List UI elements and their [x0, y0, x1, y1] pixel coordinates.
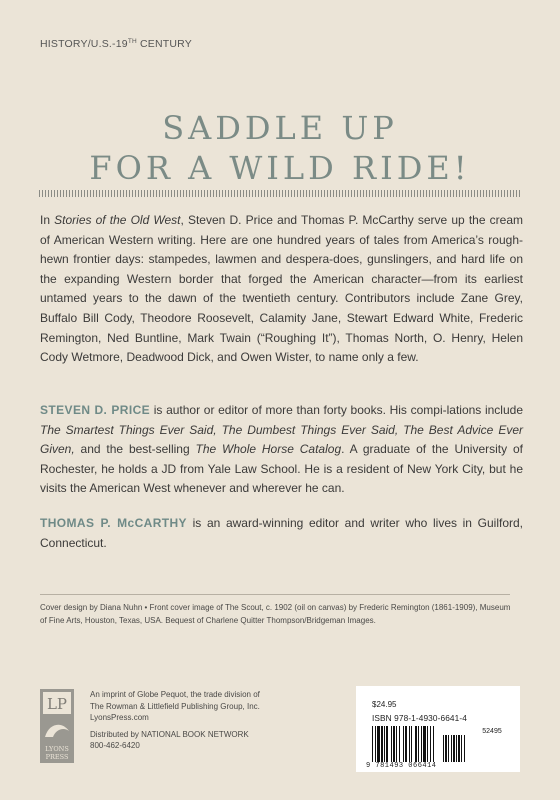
intro-paragraph: In Stories of the Old West, Steven D. Price and Thomas P. McCarthy serve up the cream of American Western writing. Here are one hundred years of tales from America’s rough-hewn frontier days: stampedes, lawmen and despera-does, gunslingers, and hard life on the expanding Western border that forged the American character—from its earliest untamed years to the dawn of the twentieth century. Contributors include Zane Grey, Buffalo Bill Cody, Theodore Roosevelt, Calamity Jane, Stewart Edward White, Frederic Remington, Ned Buntline, Mark Twain (“Roughing It”), Thomas North, O. Henry, Helen Cody Wetmore, Deadwood Dick, and Owen Wister, to name only a few.	[40, 213, 523, 365]
addon-code: 52495	[482, 728, 502, 735]
barcode-bars	[372, 726, 504, 762]
svg-text:PRESS: PRESS	[45, 753, 69, 761]
svg-text:LP: LP	[46, 695, 68, 713]
imprint-info: An imprint of Globe Pequot, the trade division of The Rowman & Littlefield Publishing Group, Inc. LyonsPress.com Distributed by NATIONAL BOOK NETWORK 800-462-6420	[90, 690, 260, 751]
cover-credits: Cover design by Diana Nuhn • Front cover image of The Scout, c. 1902 (oil on canvas) by Frederic Remington (1861-1909), Museum of Fine Arts, Houston, Texas, USA. Bequest of Charlene Quitter Thompson/Bridgeman Images.	[40, 603, 511, 625]
separator	[40, 594, 510, 595]
author-bio-mccarthy: THOMAS P. McCARTHY is an award-winning editor and writer who lives in Guilford, Connecticut.	[40, 516, 523, 550]
headline-line-1: SADDLE UP	[162, 109, 398, 147]
headline	[0, 108, 560, 188]
headline-line-2: FOR A WILD RIDE!	[89, 149, 471, 187]
author-bio-price: STEVEN D. PRICE is author or editor of more than forty books. His compi-lations include The Smartest Things Ever Said, The Dumbest Things Ever Said, The Best Advice Ever Given, and the best-selling The Whole Horse Catalog. A graduate of the University of Rochester, he holds a JD from Yale Law School. He is a resident of New York City, but he visits the American West whenever and wherever he can.	[40, 403, 523, 496]
barcode-digits: 9 781493 066414	[366, 762, 437, 770]
lyons-press-logo	[40, 689, 74, 763]
price-label: $24.95	[372, 700, 397, 709]
category-label: HISTORY/U.S.-19TH CENTURY	[40, 38, 192, 50]
svg-text:LYONS: LYONS	[45, 745, 69, 753]
author-name-mccarthy: THOMAS P. McCARTHY	[40, 516, 187, 530]
decorative-divider	[39, 190, 521, 197]
book-title: Stories of the Old West	[54, 213, 181, 227]
author-name-price: STEVEN D. PRICE	[40, 403, 151, 417]
isbn-label: ISBN 978-1-4930-6641-4	[372, 713, 467, 723]
